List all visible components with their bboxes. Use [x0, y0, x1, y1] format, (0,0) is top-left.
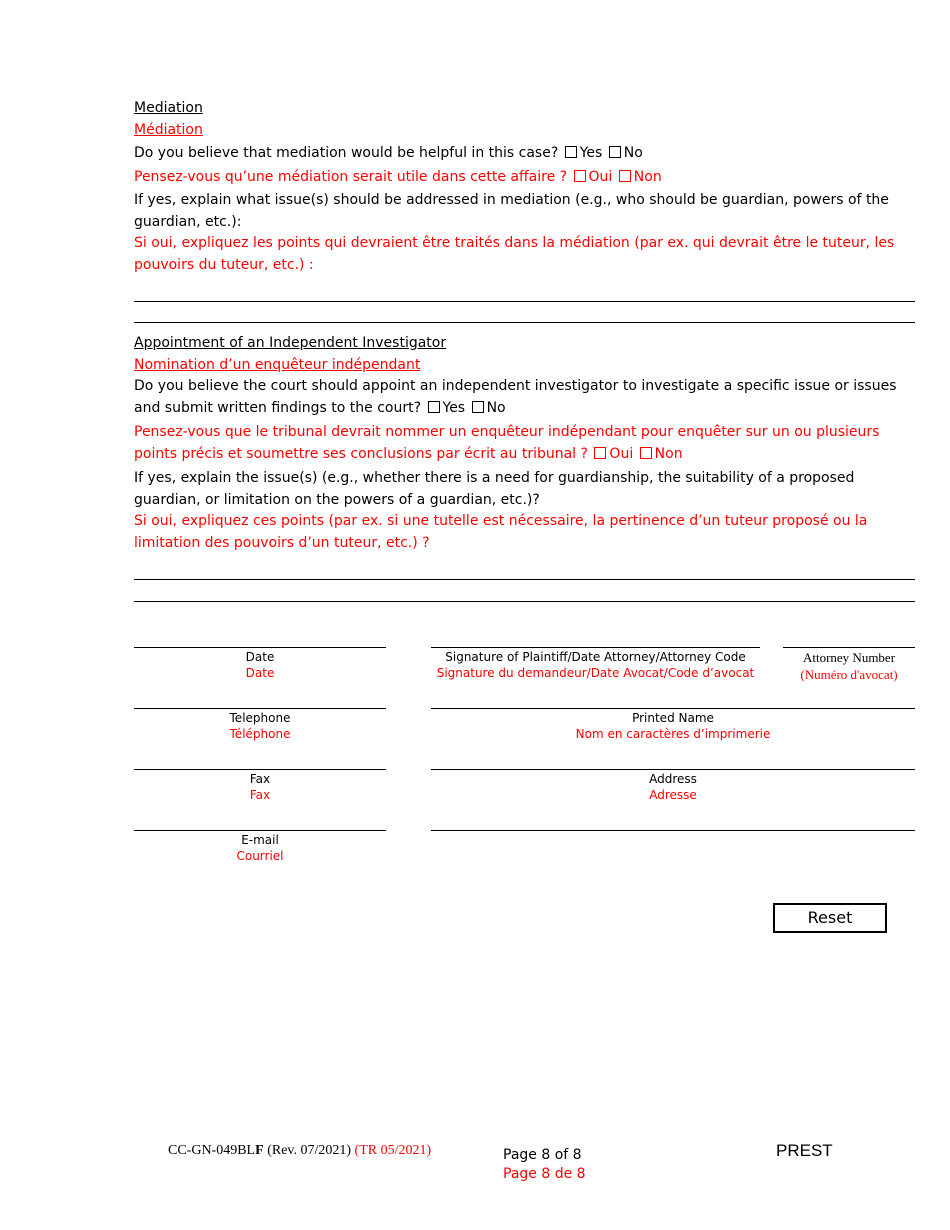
non-label: Non	[633, 169, 662, 185]
mediation-heading-en: Mediation	[134, 100, 203, 116]
address-label: Address Adresse	[649, 772, 697, 802]
fax-label: Fax Fax	[249, 772, 271, 802]
reset-button[interactable]: Reset	[773, 903, 887, 933]
telephone-line[interactable]	[134, 708, 386, 709]
investigator-no-checkbox[interactable]	[472, 401, 484, 413]
mediation-heading-fr: Médiation	[134, 122, 203, 138]
printed-name-line[interactable]	[431, 708, 915, 709]
signature-line[interactable]	[431, 647, 760, 648]
mediation-oui-checkbox[interactable]	[574, 170, 586, 182]
investigator-oui-checkbox[interactable]	[594, 447, 606, 459]
mediation-non-checkbox[interactable]	[619, 170, 631, 182]
investigator-answer-line-2[interactable]	[134, 601, 915, 602]
investigator-yes-checkbox[interactable]	[428, 401, 440, 413]
page-number: Page 8 of 8 Page 8 de 8	[503, 1147, 586, 1182]
investigator-explain-fr: Si oui, expliquez ces points (par ex. si une tutelle est nécessaire, la pertinence d’un tuteur proposé ou la limitation des pouvoirs d’un tuteur, etc.) ?	[134, 513, 868, 551]
investigator-answer-line-1[interactable]	[134, 579, 915, 580]
yes-label: Yes	[442, 400, 466, 416]
investigator-question-en: Do you believe the court should appoint an independent investigator to investigate a specific issue or issues and submit written findings to the court? Yes No	[134, 378, 897, 416]
mediation-explain-fr: Si oui, expliquez les points qui devraient être traités dans la médiation (par ex. qui devrait être le tuteur, les pouvoirs du tuteur, etc.) :	[134, 235, 895, 273]
mediation-explain-en: If yes, explain what issue(s) should be addressed in mediation (e.g., who should be guardian, powers of the guardian, etc.):	[134, 192, 889, 230]
date-label: Date Date	[245, 650, 275, 680]
mediation-no-checkbox[interactable]	[609, 146, 621, 158]
email-label: E-mail Courriel	[236, 833, 284, 863]
investigator-question-fr: Pensez-vous que le tribunal devrait nommer un enquêteur indépendant pour enquêter sur un ou plusieurs points précis et soumettre ses conclusions par écrit au tribunal ? Oui Non	[134, 424, 880, 462]
mediation-answer-line-2[interactable]	[134, 322, 915, 323]
mediation-question-en: Do you believe that mediation would be helpful in this case? Yes No	[134, 145, 643, 161]
oui-label: Oui	[588, 169, 613, 185]
attorney-number-line[interactable]	[783, 647, 915, 648]
mediation-yes-checkbox[interactable]	[565, 146, 577, 158]
no-label: No	[623, 145, 643, 161]
fax-line[interactable]	[134, 769, 386, 770]
investigator-non-checkbox[interactable]	[640, 447, 652, 459]
form-number: CC-GN-049BLF (Rev. 07/2021) (TR 05/2021)	[168, 1143, 432, 1158]
non-label: Non	[654, 446, 683, 462]
address-line-2[interactable]	[431, 830, 915, 831]
signature-label: Signature of Plaintiff/Date Attorney/Attorney Code Signature du demandeur/Date Avocat/Code d’avocat	[436, 650, 755, 680]
address-line[interactable]	[431, 769, 915, 770]
oui-label: Oui	[609, 446, 634, 462]
date-line[interactable]	[134, 647, 386, 648]
printed-name-label: Printed Name Nom en caractères d’imprimerie	[575, 711, 771, 741]
attorney-number-label: Attorney Number (Numéro d'avocat)	[800, 650, 898, 682]
investigator-explain-en: If yes, explain the issue(s) (e.g., whether there is a need for guardianship, the suitability of a proposed guardian, or limitation on the powers of a guardian, etc.)?	[134, 470, 855, 508]
prest-label: PREST	[776, 1141, 833, 1160]
no-label: No	[486, 400, 506, 416]
yes-label: Yes	[579, 145, 603, 161]
telephone-label: Telephone Téléphone	[229, 711, 291, 741]
email-line[interactable]	[134, 830, 386, 831]
mediation-question-fr: Pensez-vous qu’une médiation serait utile dans cette affaire ? Oui Non	[134, 169, 662, 185]
mediation-answer-line-1[interactable]	[134, 301, 915, 302]
investigator-heading-fr: Nomination d’un enquêteur indépendant	[134, 357, 421, 373]
investigator-heading-en: Appointment of an Independent Investigator	[134, 335, 447, 351]
